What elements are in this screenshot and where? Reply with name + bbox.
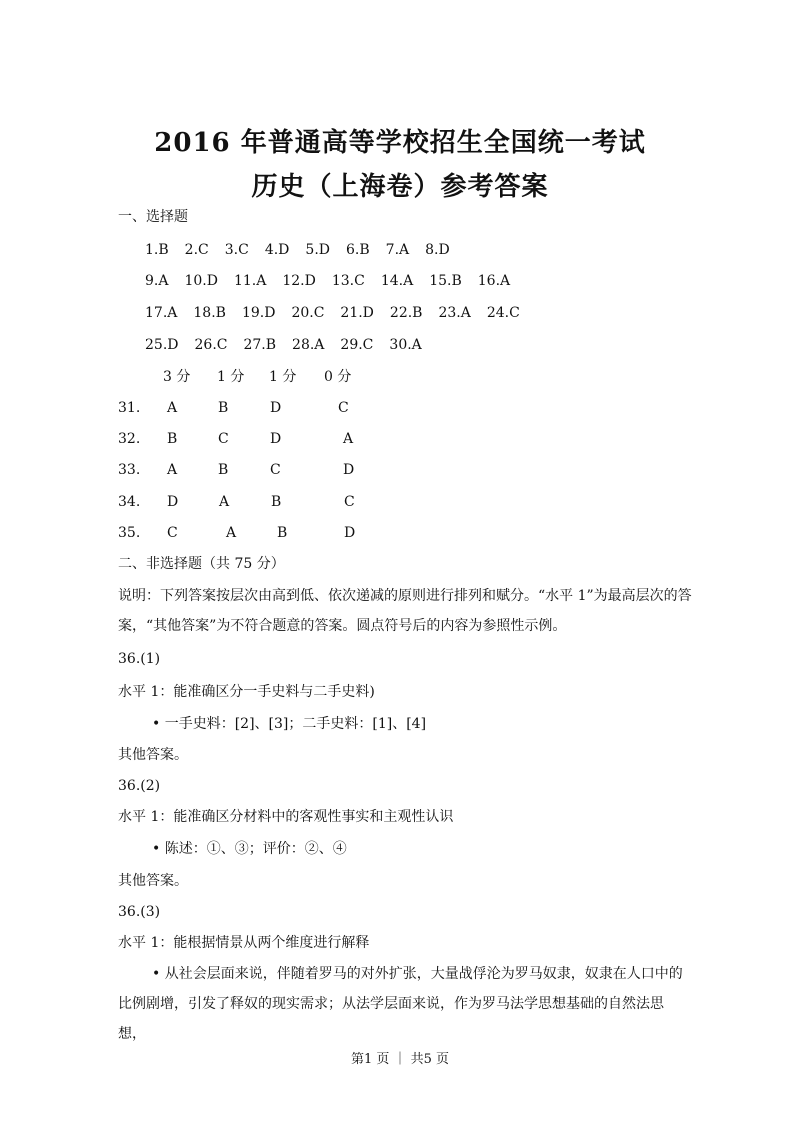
other-answer: 其他答案。 <box>118 873 188 889</box>
other-answer: 其他答案。 <box>118 747 188 763</box>
answer-bullet: • 陈述：①、③；评价：②、④ <box>152 841 347 857</box>
score-cell: C <box>338 400 349 416</box>
mc-answer: 27.B <box>243 337 277 353</box>
mc-answer: 7.A <box>385 242 410 258</box>
mc-answer: 29.C <box>340 337 374 353</box>
question-number: 33. <box>118 462 141 478</box>
score-cell: D <box>270 431 282 447</box>
mc-answer: 20.C <box>291 305 325 321</box>
score-cell: A <box>226 525 237 541</box>
mc-answer-row <box>145 272 526 290</box>
mc-answer: 8.D <box>425 242 450 258</box>
score-cell: B <box>167 431 178 447</box>
score-header-cell: 3 分 <box>163 369 191 385</box>
question-number: 34. <box>118 494 141 510</box>
score-cell: D <box>270 400 282 416</box>
mc-answer: 12.D <box>282 273 316 289</box>
mc-answer-row <box>145 304 536 322</box>
score-cell: B <box>271 494 282 510</box>
mc-answer: 3.C <box>224 242 249 258</box>
mc-answer: 30.A <box>389 337 422 353</box>
question-label: 36.(3) <box>118 904 161 920</box>
level-description: 水平 1：能根据情景从两个维度进行解释 <box>118 935 370 951</box>
mc-answer: 6.B <box>346 242 370 258</box>
score-cell: A <box>343 431 354 447</box>
mc-answer: 25.D <box>145 337 179 353</box>
question-number: 35. <box>118 525 141 541</box>
score-cell: D <box>167 494 179 510</box>
mc-answer: 9.A <box>145 273 169 289</box>
mc-answer: 19.D <box>241 305 276 321</box>
score-cell: D <box>344 525 356 541</box>
mc-answer: 11.A <box>233 273 267 289</box>
section-heading-choice: 一、选择题 <box>118 209 188 225</box>
score-cell: B <box>218 462 229 478</box>
mc-answer: 13.C <box>331 273 365 289</box>
score-cell: C <box>218 431 229 447</box>
section-heading-nonchoice: 二、非选择题（共 75 分） <box>118 556 285 572</box>
question-number: 32. <box>118 431 141 447</box>
score-cell: C <box>344 494 355 510</box>
level-description: 水平 1：能准确区分一手史料与二手史料) <box>118 684 375 700</box>
scoring-note: 说明：下列答案按层次由高到低、依次递减的原则进行排列和赋分。“水平 1”为最高层次的答案，“其他答案”为不符合题意的答案。圆点符号后的内容为参照性示例。 <box>118 588 692 634</box>
question-label: 36.(2) <box>118 778 161 794</box>
mc-answer: 5.D <box>305 242 330 258</box>
score-cell: B <box>218 400 229 416</box>
mc-answer: 17.A <box>145 305 178 321</box>
mc-answer: 18.B <box>193 305 226 321</box>
mc-answer-row <box>145 336 438 354</box>
score-cell: A <box>167 462 178 478</box>
mc-answer: 26.C <box>194 337 228 353</box>
mc-answer: 15.B <box>429 273 462 289</box>
mc-answer: 4.D <box>264 242 290 258</box>
score-cell: B <box>277 525 288 541</box>
mc-answer: 28.A <box>292 337 325 353</box>
mc-answer-row <box>145 241 466 259</box>
score-cell: A <box>219 494 230 510</box>
score-cell: D <box>343 462 355 478</box>
mc-answer: 16.A <box>477 273 511 289</box>
page-title-line-2: 历史（上海卷）参考答案 <box>251 172 549 202</box>
question-label: 36.(1) <box>118 651 161 667</box>
score-cell: C <box>270 462 281 478</box>
score-cell: A <box>167 400 178 416</box>
page-footer: 第1 页 ｜ 共5 页 <box>350 1052 450 1067</box>
mc-answer: 2.C <box>184 242 209 258</box>
answer-bullet: • 一手史料：[2]、[3]；二手史料：[1]、[4] <box>152 716 427 732</box>
mc-answer: 22.B <box>389 305 423 321</box>
page-title-line-1: 2016 年普通高等学校招生全国统一考试 <box>154 128 646 158</box>
level-description: 水平 1：能准确区分材料中的客观性事实和主观性认识 <box>118 809 454 825</box>
mc-answer: 23.A <box>438 305 471 321</box>
score-header-cell: 1 分 <box>217 369 245 385</box>
answer-bullet: • 从社会层面来说，伴随着罗马的对外扩张，大量战俘沦为罗马奴隶，奴隶在人口中的比例剧增，引发了释奴的现实需求；从法学层面来说，作为罗马法学思想基础的自然法思想， <box>118 966 683 1042</box>
mc-answer: 21.D <box>340 305 374 321</box>
score-cell: C <box>167 525 178 541</box>
score-header-cell: 0 分 <box>324 369 352 385</box>
mc-answer: 24.C <box>486 305 520 321</box>
score-header-cell: 1 分 <box>269 369 297 385</box>
mc-answer: 1.B <box>145 242 169 258</box>
mc-answer: 14.A <box>380 273 414 289</box>
mc-answer: 10.D <box>184 273 218 289</box>
question-number: 31. <box>118 400 141 416</box>
